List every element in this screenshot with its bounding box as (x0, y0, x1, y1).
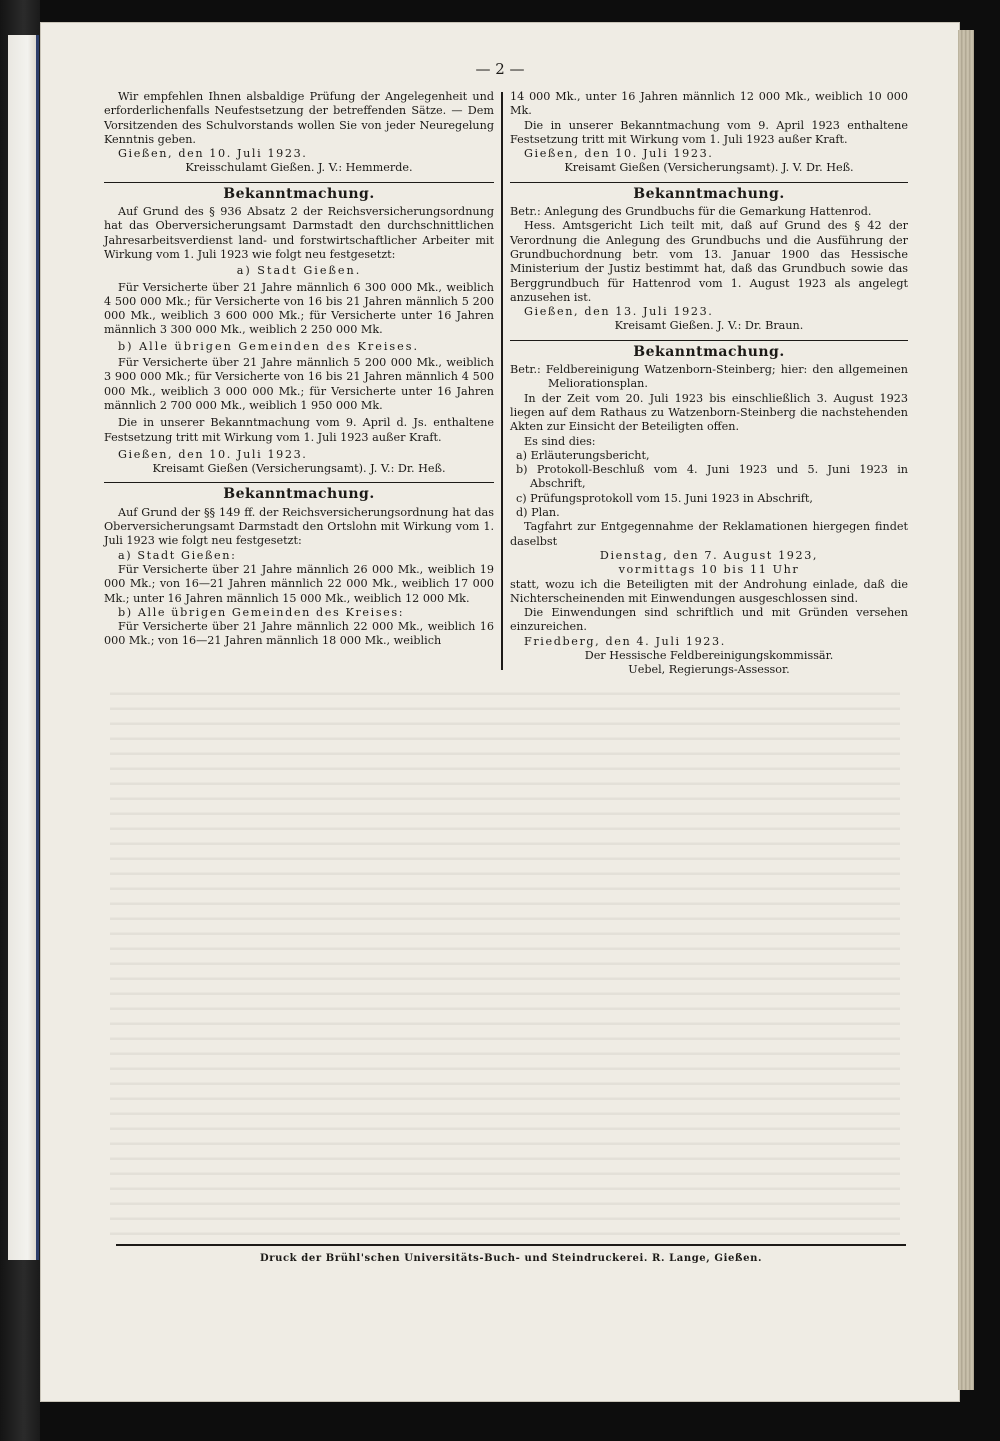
notice1-text-a: Für Versicherte über 21 Jahre männlich 6 300 000 Mk., weiblich 4 500 000 Mk.; für Versicherte von 16 bis 21 Jahren männlich 5 200 000 Mk., weiblich 3 600 000 Mk.; für Versicherte unter 16 Jahren männlich 3 300 000 Mk., weiblich 2 250 000 Mk. (104, 280, 494, 337)
continued-text: 14 000 Mk., unter 16 Jahren männlich 12 000 Mk., weiblich 10 000 Mk. (510, 90, 908, 118)
notice1-heading: Bekanntmachung. (104, 182, 494, 201)
notice4-place-date: Friedberg, den 4. Juli 1923. (524, 634, 726, 648)
notice4-date-line1: Dienstag, den 7. August 1923, (599, 548, 819, 562)
notice4-item-b: b) Protokoll-Beschluß vom 4. Juni 1923 und 5. Juni 1923 in Abschrift, (516, 463, 908, 491)
notice4-list-intro: Es sind dies: (524, 434, 596, 448)
notice2-intro: Auf Grund der §§ 149 ff. der Reichsversicherungsordnung hat das Oberversicherungsamt Darmstadt den Ortslohn mit Wirkung vom 1. Juli 1923 wie folgt neu festgesetzt: (104, 505, 494, 548)
notice1-closing: Die in unserer Bekanntmachung vom 9. April d. Js. enthaltene Festsetzung tritt mit Wirkung vom 1. Juli 1923 außer Kraft. (104, 416, 494, 444)
notice1-signature: Kreisamt Gießen (Versicherungsamt). J. V.: Dr. Heß. (152, 462, 446, 476)
continued-closing: Die in unserer Bekanntmachung vom 9. April 1923 enthaltene Festsetzung tritt mit Wirkung vom 1. Juli 1923 außer Kraft. (510, 118, 908, 146)
notice4-after-date: statt, wozu ich die Beteiligten mit der Androhung einlade, daß die Nichterscheinenden mit Einwendungen ausgeschlossen sind. (510, 577, 908, 605)
intro-signature: Kreisschulamt Gießen. J. V.: Hemmerde. (185, 161, 413, 175)
book-binding (0, 0, 40, 1441)
notice4-item-d: d) Plan. (516, 506, 560, 520)
notice4-tagfahrt: Tagfahrt zur Entgegennahme der Reklamationen hiergegen findet daselbst (510, 520, 908, 548)
notice2-sub-a: a) Stadt Gießen: (118, 548, 237, 562)
left-column (104, 90, 494, 649)
previous-page-edge (8, 35, 39, 1260)
notice4-text: In der Zeit vom 20. Juli 1923 bis einschließlich 3. August 1923 liegen auf dem Rathaus zu Watzenborn-Steinberg die nachstehenden Akten zur Einsicht der Beteiligten offen. (510, 391, 908, 434)
notice1-intro: Auf Grund des § 936 Absatz 2 der Reichsversicherungsordnung hat das Oberversicherungsamt Darmstadt den durchschnittlichen Jahresarbeitsverdienst land- und forstwirtschaftlicher Arbeiter mit Wirkung vom 1. Juli 1923 wie folgt neu festgesetzt: (104, 205, 494, 261)
page-stack-edge (958, 30, 974, 1390)
intro-paragraph: Wir empfehlen Ihnen alsbaldige Prüfung der Angelegenheit und erforderlichenfalls Neufestsetzung der betreffenden Sätze. — Dem Vorsitzenden des Schulvorstands wollen Sie von jeder Neuregelung Kenntnis geben. (104, 90, 494, 146)
notice4-signature-title: Der Hessische Feldbereinigungskommissär. (584, 648, 834, 662)
notice4-date-line2: vormittags 10 bis 11 Uhr (618, 563, 800, 577)
notice3-text: Hess. Amtsgericht Lich teilt mit, daß auf Grund des § 42 der Verordnung die Anlegung des Grundbuchs und die Ausführung der Grundbuchordnung betr. vom 13. Januar 1900 das Hessische Ministerium der Justiz bestimmt hat, daß das Grundbuch sowie das Berggrundbuch für Hattenrod vom 1. August 1923 als angelegt anzusehen ist. (510, 219, 908, 304)
continued-signature: Kreisamt Gießen (Versicherungsamt). J. V. Dr. Heß. (564, 161, 854, 175)
right-column (510, 90, 908, 678)
footer-rule (116, 1244, 906, 1246)
notice3-signature: Kreisamt Gießen. J. V.: Dr. Braun. (614, 319, 804, 333)
notice4-signature-name: Uebel, Regierungs-Assessor. (628, 663, 790, 677)
notice4-item-a: a) Erläuterungsbericht, (516, 448, 650, 462)
notice4-objections: Die Einwendungen sind schriftlich und mit Gründen versehen einzureichen. (510, 606, 908, 634)
notice4-betr: Betr.: Feldbereinigung Watzenborn-Steinberg; hier: den allgemeinen Meliorationsplan. (510, 363, 908, 391)
notice3-heading: Bekanntmachung. (510, 182, 908, 201)
notice2-sub-b: b) Alle übrigen Gemeinden des Kreises: (118, 605, 405, 619)
notice1-text-b: Für Versicherte über 21 Jahre männlich 5 200 000 Mk., weiblich 3 900 000 Mk.; für Versicherte von 16 bis 21 Jahren männlich 4 500 000 Mk., weiblich 3 000 000 Mk.; für Versicherte unter 16 Jahren männlich 2 700 000 Mk., weiblich 1 950 000 Mk. (104, 356, 494, 412)
notice2-text-b: Für Versicherte über 21 Jahre männlich 22 000 Mk., weiblich 16 000 Mk.; von 16—21 Jahren männlich 18 000 Mk., weiblich (104, 620, 494, 648)
printer-imprint: Druck der Brühl'schen Universitäts-Buch- und Steindruckerei. R. Lange, Gießen. (259, 1253, 763, 1264)
continued-place-date: Gießen, den 10. Juli 1923. (524, 147, 714, 161)
notice1-place-date: Gießen, den 10. Juli 1923. (118, 447, 308, 461)
intro-place-date: Gießen, den 10. Juli 1923. (118, 147, 308, 161)
notice1-sub-a: a) Stadt Gießen. (236, 264, 362, 278)
notice2-text-a: Für Versicherte über 21 Jahre männlich 26 000 Mk., weiblich 19 000 Mk.; von 16—21 Jahren männlich 22 000 Mk., weiblich 17 000 Mk.; unter 16 Jahren männlich 15 000 Mk., weiblich 12 000 Mk. (104, 562, 494, 605)
column-divider (501, 92, 503, 670)
notice2-heading: Bekanntmachung. (104, 482, 494, 501)
page-number: — 2 — (475, 60, 525, 78)
notice3-betr: Betr.: Anlegung des Grundbuchs für die Gemarkung Hattenrod. (510, 205, 872, 219)
notice3-place-date: Gießen, den 13. Juli 1923. (524, 305, 714, 319)
notice4-item-c: c) Prüfungsprotokoll vom 15. Juni 1923 in Abschrift, (516, 491, 813, 505)
notice1-sub-b: b) Alle übrigen Gemeinden des Kreises. (118, 339, 420, 353)
notice4-heading: Bekanntmachung. (510, 340, 908, 359)
